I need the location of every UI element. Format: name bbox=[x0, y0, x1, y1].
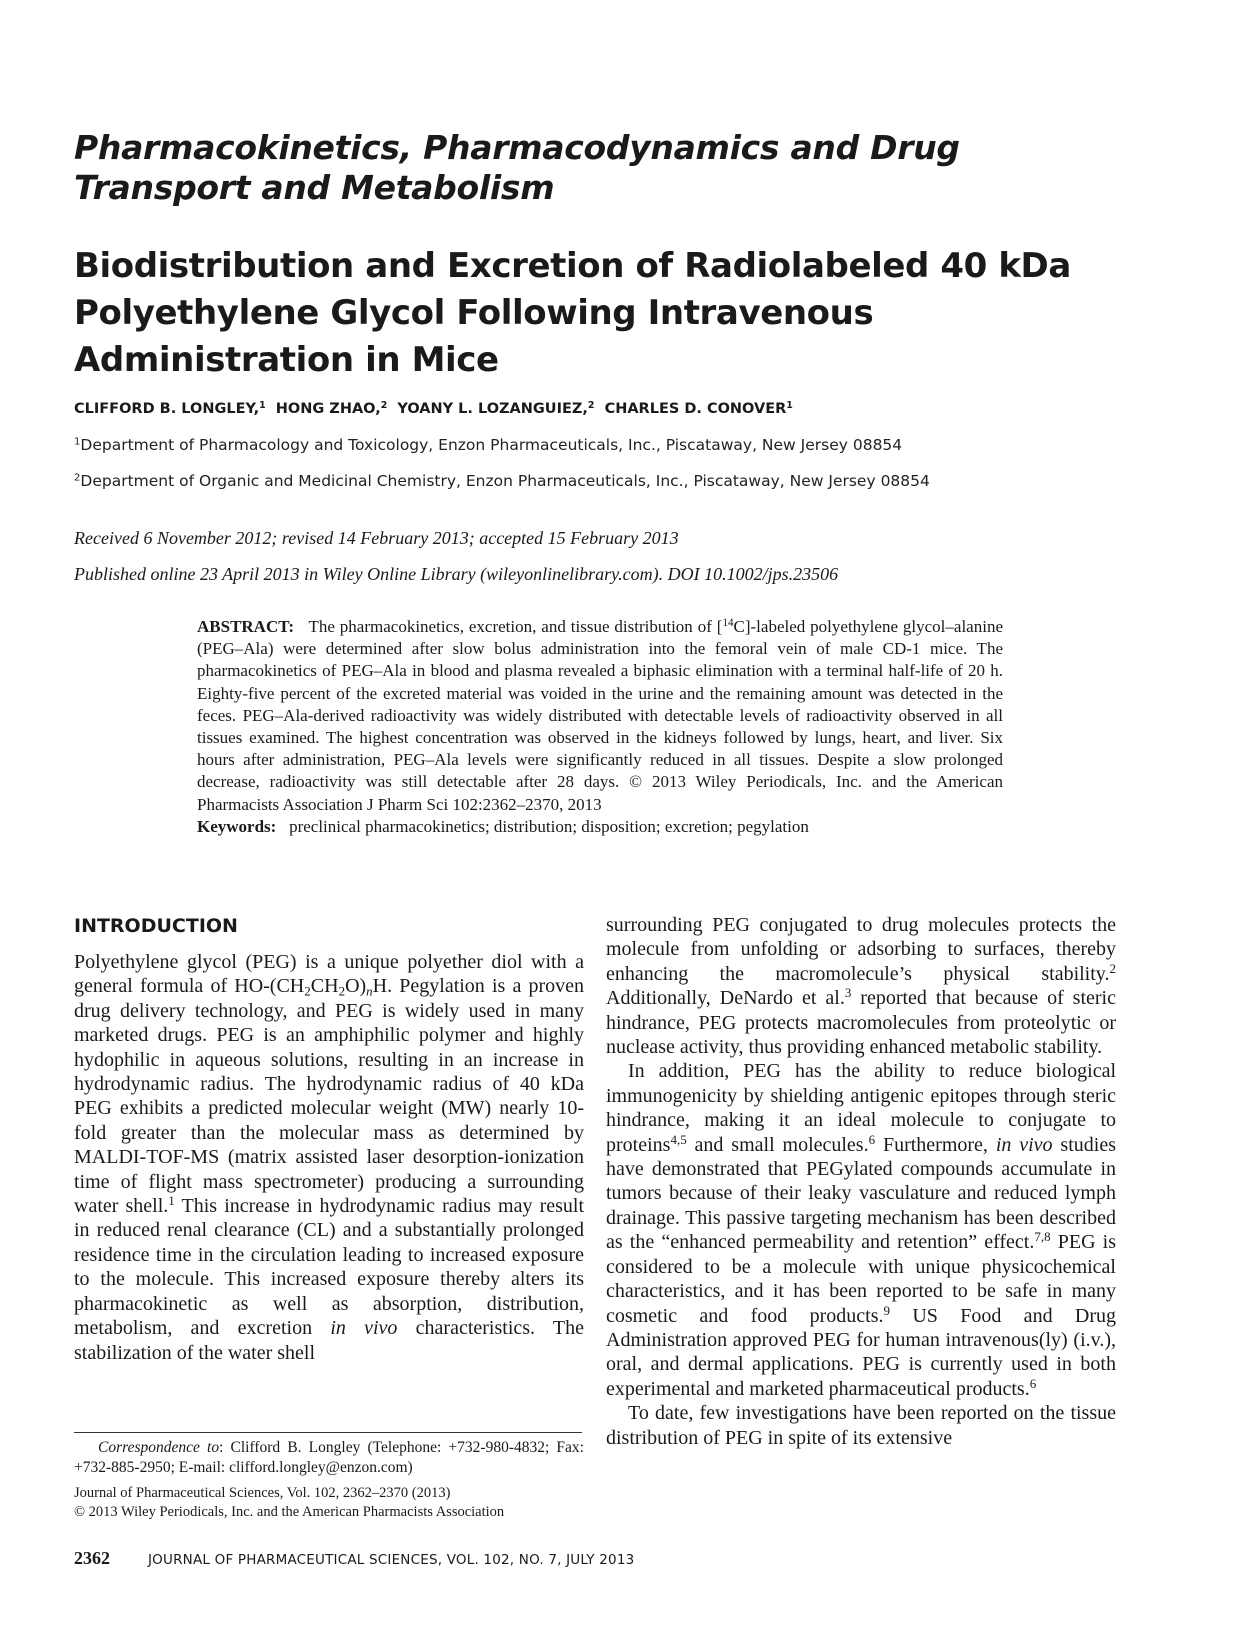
intro-paragraph: In addition, PEG has the ability to reduce biological immunogenicity by shielding antigenic epitopes through steric hindrance, making it an ideal molecule to conjugate to proteins$^{4,5}$ and small molecules.$^6$ Furthermore, in vivo studies have demonstrated that PEGylated compounds accumulate in tumors because of their leaky vasculature and reduced lymph drainage. This passive targeting mechanism has been described as the “enhanced permeability and retention” effect.$^{7,8}$ PEG is considered to be a molecule with unique physicochemical characteristics, and it has been reported to be safe in many cosmetic and food products.$^9$ US Food and Drug Administration approved PEG for human intravenous(ly) (i.v.), oral, and dermal applications. PEG is currently used in both experimental and marketed pharmaceutical products.$^6$ bbox=[606, 1060, 1117, 1400]
abstract-label: ABSTRACT: bbox=[197, 617, 294, 636]
right-column bbox=[606, 913, 1116, 1450]
publication-info: Published online 23 April 2013 in Wiley Online Library (wileyonlinelibrary.com). DOI 10.1002/jps.23506 bbox=[74, 564, 839, 584]
footer-journal: JOURNAL OF PHARMACEUTICAL SCIENCES, VOL. 102, NO. 7, JULY 2013 bbox=[148, 1552, 635, 1568]
keywords: preclinical pharmacokinetics; distribution; disposition; excretion; pegylation bbox=[289, 816, 809, 836]
abstract-text-a: The pharmacokinetics, excretion, and tissue distribution of [ bbox=[308, 617, 723, 636]
citation-ref: 1 bbox=[168, 1192, 175, 1208]
footnote-divider bbox=[74, 1432, 582, 1433]
intro-paragraph: Polyethylene glycol (PEG) is a unique polyether diol with a general formula of $HO-(CH_2CH_2O)_nH$. Pegylation is a proven drug delivery technology, and PEG is widely used in many marketed drugs. PEG is an amphiphilic polymer and highly hydophilic in aqueous solutions, resulting in an increase in hydrodynamic radius. The hydrodynamic radius of 40 kDa PEG exhibits a predicted molecular weight (MW) nearly 10-fold greater than the molecular mass as determined by MALDI-TOF-MS (matrix assisted laser desorption-ionization time of flight mass spectrometer) producing a surrounding water shell.$^1$ This increase in hydrodynamic radius may result in reduced renal clearance (CL) and a substantially prolonged residence time in the circulation leading to increased exposure to the molecule. This increased exposure thereby alters its pharmacokinetic as well as absorption, distribution, metabolism, and excretion in vivo characteristics. The stabilization of the water shell bbox=[74, 951, 585, 1364]
affiliation-text: Department of Organic and Medicinal Chemistry, Enzon Pharmaceuticals, Inc., Piscataway, New Jersey 08854 bbox=[80, 472, 930, 490]
author-name: HONG ZHAO, bbox=[275, 401, 381, 417]
citation-ref: 3 bbox=[844, 985, 852, 1001]
author-name: YOANY L. LOZANGUIEZ, bbox=[397, 401, 588, 417]
citation-ref: 7,8 bbox=[1034, 1229, 1051, 1245]
citation-ref: 2 bbox=[1109, 960, 1116, 976]
author-affil-ref: 2 bbox=[380, 399, 388, 411]
citation-ref: 6 bbox=[1029, 1375, 1037, 1391]
left-column bbox=[74, 950, 584, 1365]
intro-paragraph: To date, few investigations have been reported on the tissue distribution of PEG in spite of its extensive bbox=[606, 1402, 1116, 1449]
section-title: Pharmacokinetics, Pharmacodynamics and Drug Transport and Metabolism bbox=[74, 128, 960, 207]
abstract bbox=[197, 616, 1003, 838]
affiliation-number: 2 bbox=[74, 472, 81, 484]
page-number: 2362 bbox=[74, 1548, 110, 1568]
citation-ref: 9 bbox=[883, 1302, 890, 1318]
intro-paragraph-continued: surrounding PEG conjugated to drug molecules protects the molecule from unfolding or adsorbing to surfaces, thereby enhancing the macromolecule’s physical stability.$^2$ Additionally, DeNardo et al.$^3$ reported that because of steric hindrance, PEG protects macromolecules from proteolytic or nuclease activity, thus providing enhanced metabolic stability. bbox=[606, 914, 1116, 1059]
journal-info bbox=[74, 1484, 584, 1522]
page-footer bbox=[74, 1548, 634, 1569]
citation-ref: 6 bbox=[868, 1131, 876, 1147]
abstract-text-b: C]-labeled polyethylene glycol–alanine (PEG–Ala) were determined after slow bolus administration into the femoral vein of male CD-1 mice. The pharmacokinetics of PEG–Ala in blood and plasma revealed a biphasic elimination with a terminal half-life of 20 h. Eighty-five percent of the excreted material was voided in the urine and the remaining amount was detected in the feces. PEG–Ala-derived radioactivity was widely distributed with detectable levels of radioactivity observed in all tissues examined. The highest concentration was observed in the kidneys followed by lungs, heart, and liver. Six hours after administration, PEG–Ala levels were significantly reduced in all tissues. Despite a slow prolonged decrease, radioactivity was still detectable after 28 days. © 2013 Wiley Periodicals, Inc. and the American Pharmacists Association J Pharm Sci 102:2362–2370, 2013 bbox=[197, 617, 1003, 814]
correspondence-note bbox=[74, 1438, 584, 1478]
article-title: Biodistribution and Excretion of Radiolabeled 40 kDa Polyethylene Glycol Following Intravenous Administration in Mice bbox=[74, 246, 1071, 380]
isotope-superscript: 14 bbox=[722, 616, 734, 629]
journal-citation: Journal of Pharmaceutical Sciences, Vol. 102, 2362–2370 (2013) bbox=[74, 1485, 451, 1501]
affiliation-number: 1 bbox=[74, 436, 81, 448]
correspondence-text: : Clifford B. Longley (Telephone: +732-980-4832; Fax: +732-885-2950; E-mail: clifford.longley@enzon.com) bbox=[74, 1439, 584, 1476]
author-affil-ref: 2 bbox=[587, 399, 595, 411]
correspondence-label: Correspondence to bbox=[98, 1439, 220, 1456]
keywords-label: Keywords: bbox=[197, 816, 277, 836]
introduction-heading: INTRODUCTION bbox=[74, 915, 238, 937]
affiliation bbox=[74, 436, 1174, 454]
author-name: CHARLES D. CONOVER bbox=[604, 401, 787, 417]
author-affil-ref: 1 bbox=[259, 399, 266, 411]
affiliation bbox=[74, 472, 1174, 490]
copyright-line: © 2013 Wiley Periodicals, Inc. and the American Pharmacists Association bbox=[74, 1504, 505, 1520]
author-affil-ref: 1 bbox=[786, 399, 793, 411]
received-dates: Received 6 November 2012; revised 14 February 2013; accepted 15 February 2013 bbox=[74, 528, 679, 548]
affiliation-text: Department of Pharmacology and Toxicology, Enzon Pharmaceuticals, Inc., Piscataway, New Jersey 08854 bbox=[80, 436, 903, 454]
author-name: CLIFFORD B. LONGLEY, bbox=[74, 401, 260, 417]
author-list bbox=[74, 401, 1134, 417]
citation-ref: 4,5 bbox=[670, 1131, 687, 1147]
